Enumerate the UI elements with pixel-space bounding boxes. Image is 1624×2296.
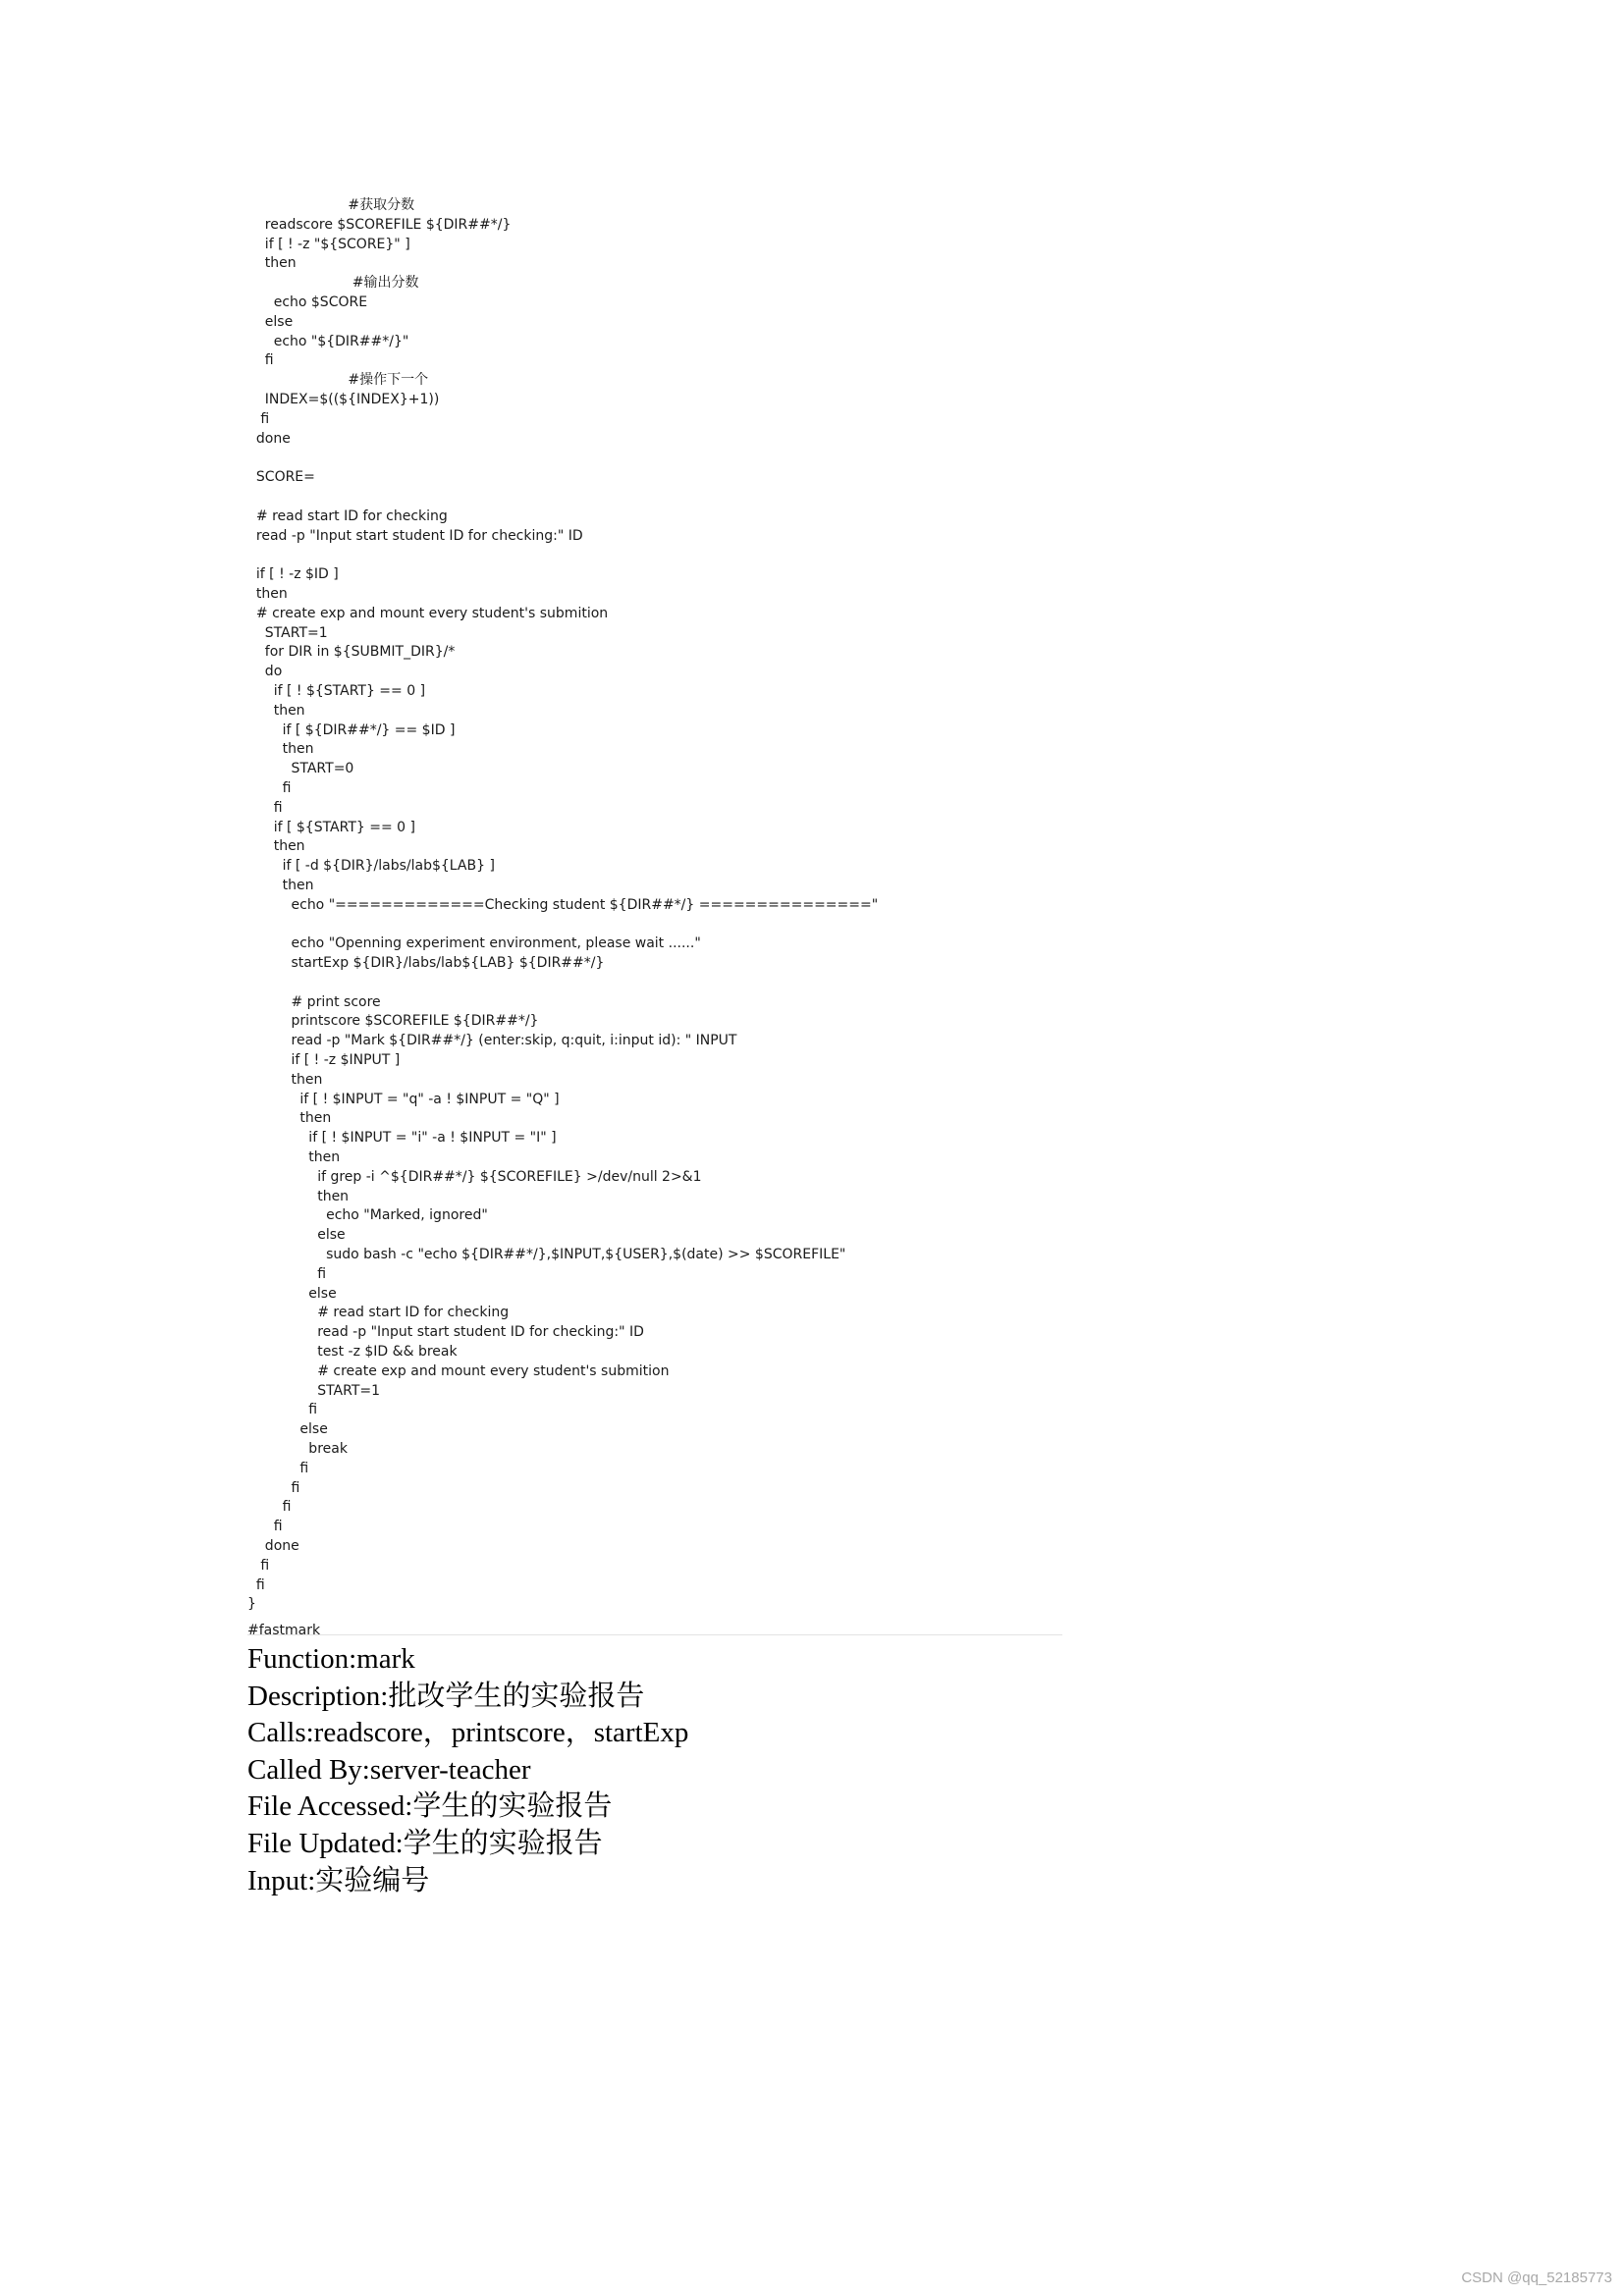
function-description-text: Description:批改学生的实验报告 [247,1680,645,1712]
code-line: then [247,585,288,602]
code-line: SCORE= [247,469,315,486]
code-line: done [247,430,291,447]
code-line: fi [247,1460,309,1476]
code-line: if [ ! -z $INPUT ] [247,1052,401,1069]
code-line: read -p "Input start student ID for checking:" ID [247,1324,644,1341]
code-line: } [247,1596,256,1613]
code-line: #输出分数 [247,275,419,292]
code-line [247,488,1082,507]
code-line: then [247,1071,323,1088]
code-line [247,449,1082,468]
code-line: readscore $SCOREFILE ${DIR##*/} [247,216,512,233]
code-line: else [247,1285,337,1302]
code-line: printscore $SCOREFILE ${DIR##*/} [247,1013,539,1030]
clipped-code-line: #fastmark [247,1623,321,1634]
code-line: then [247,702,305,719]
code-line: else [247,313,294,330]
code-line: fi [247,1265,327,1282]
code-line: then [247,1110,332,1127]
code-line: sudo bash -c "echo ${DIR##*/},$INPUT,${USER},$(date) >> $SCOREFILE" [247,1247,846,1263]
code-line: fi [247,1519,283,1535]
code-line: do [247,664,283,680]
page-divider [247,1634,1062,1635]
function-file-accessed: File Accessed:学生的实验报告 [247,1790,613,1823]
function-description [247,1641,1229,1899]
code-line: read -p "Mark ${DIR##*/} (enter:skip, q:quit, i:input id): " INPUT [247,1033,737,1049]
code-line: for DIR in ${SUBMIT_DIR}/* [247,644,456,661]
code-line: if [ ! $INPUT = "q" -a ! $INPUT = "Q" ] [247,1091,560,1107]
code-line: fi [247,410,270,427]
code-line: # create exp and mount every student's submition [247,605,609,621]
code-line: startExp ${DIR}/labs/lab${LAB} ${DIR##*/} [247,955,605,972]
code-line: fi [247,1576,265,1593]
function-file-updated: File Updated:学生的实验报告 [247,1827,603,1859]
watermark: CSDN @qq_52185773 [1461,2269,1612,2286]
code-line: # create exp and mount every student's submition [247,1362,670,1379]
code-line: #获取分数 [247,197,415,213]
code-line: # read start ID for checking [247,1305,510,1321]
code-line: echo $SCORE [247,294,368,310]
code-line: # print score [247,993,381,1010]
code-line: echo "Marked, ignored" [247,1207,488,1224]
code-line: else [247,1227,346,1244]
code-line: echo "${DIR##*/}" [247,333,409,349]
code-line: then [247,1149,341,1166]
code-line: read -p "Input start student ID for checking:" ID [247,527,583,544]
code-line: then [247,255,297,272]
code-line: else [247,1421,328,1438]
code-line: if [ ${DIR##*/} == $ID ] [247,721,456,738]
code-line: fi [247,1402,318,1418]
code-line [247,974,1082,993]
code-line: START=1 [247,1382,381,1399]
code-line: START=0 [247,761,354,777]
function-input: Input:实验编号 [247,1864,430,1896]
code-line: #操作下一个 [247,372,429,389]
code-line: echo "Openning experiment environment, please wait ......" [247,935,701,952]
code-line: START=1 [247,624,328,641]
code-line: INDEX=$((${INDEX}+1)) [247,391,440,407]
function-called-by: Called By:server-teacher [247,1753,531,1786]
code-line: if grep -i ^${DIR##*/} ${SCOREFILE} >/dev/null 2>&1 [247,1168,702,1185]
code-line: then [247,877,314,893]
code-line: test -z $ID && break [247,1344,458,1361]
code-line: fi [247,352,274,369]
code-line: fi [247,799,283,816]
code-line: fi [247,779,292,796]
code-line: if [ ${START} == 0 ] [247,819,415,835]
code-line: fi [247,1557,270,1574]
code-line: if [ ! $INPUT = "i" -a ! $INPUT = "I" ] [247,1130,557,1147]
code-line: if [ -d ${DIR}/labs/lab${LAB} ] [247,858,495,875]
code-line: if [ ! -z "${SCORE}" ] [247,236,410,252]
code-line [247,915,1082,934]
code-line: done [247,1537,299,1554]
code-line: # read start ID for checking [247,507,448,524]
code-listing [247,196,1082,1615]
code-line: then [247,838,305,855]
code-line: then [247,741,314,758]
code-line: if [ ! -z $ID ] [247,566,339,583]
code-line: echo "=============Checking student ${DIR##*/} ===============" [247,896,879,913]
function-calls: Calls:readscore，printscore，startExp [247,1717,689,1749]
code-line: fi [247,1479,300,1496]
function-name: Function:mark [247,1643,415,1675]
code-line: fi [247,1499,292,1516]
code-line: break [247,1441,348,1457]
code-line: if [ ! ${START} == 0 ] [247,682,426,699]
code-line [247,546,1082,565]
code-line: then [247,1188,350,1204]
